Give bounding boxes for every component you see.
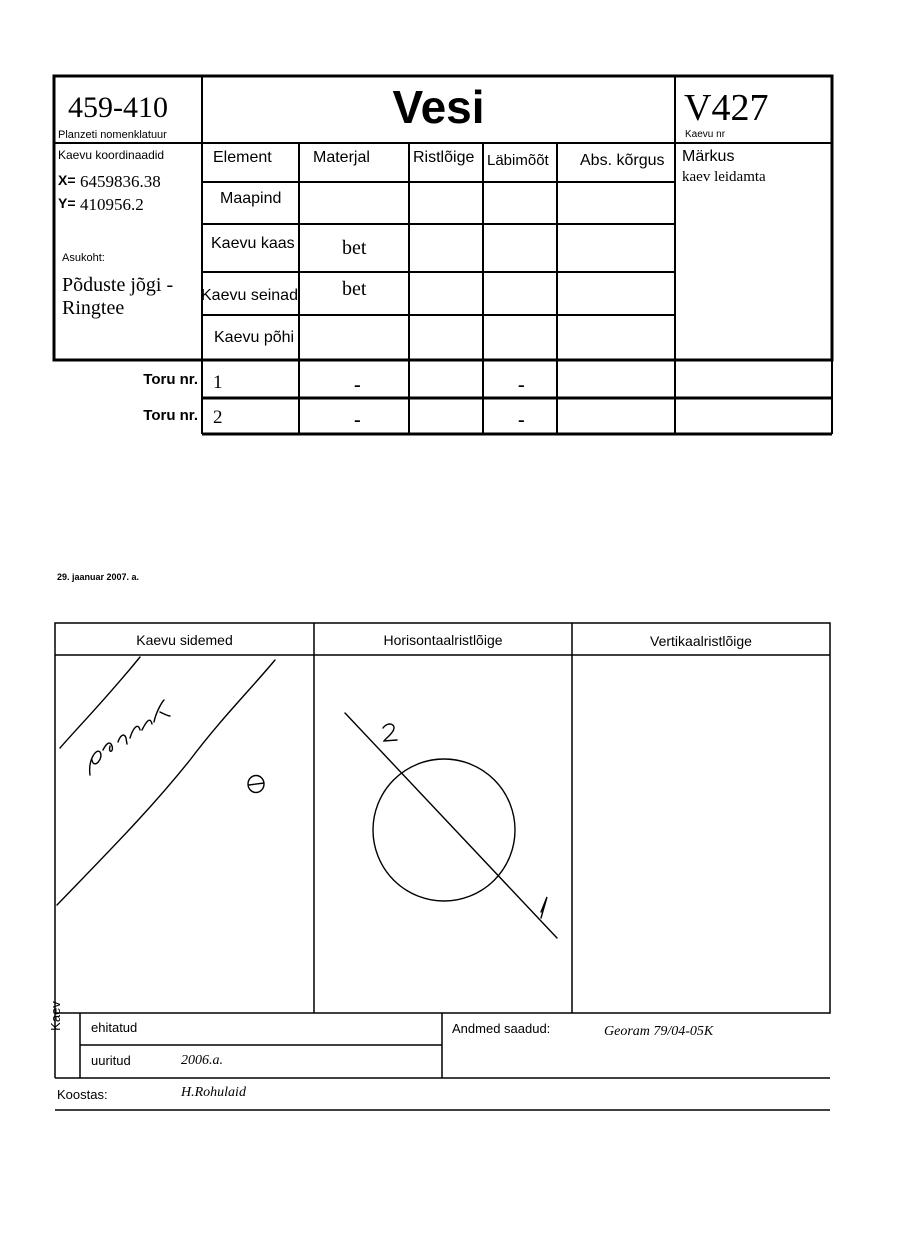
source-value: Georam 79/04-05K [604, 1024, 714, 1039]
row-element-maapind: Maapind [220, 190, 282, 207]
x-label: X= [58, 172, 76, 188]
location-line-2: Ringtee [62, 297, 125, 319]
row-materjal-kaevu-seinad: bet [342, 278, 367, 300]
page-title: Vesi [392, 81, 485, 133]
nomenclature-value: 459-410 [68, 91, 168, 124]
sketch-handwriting-left: põlusk [900, 0, 903, 1]
updated-label: uuritud [91, 1053, 131, 1068]
author-value: H.Rohulaid [181, 1085, 246, 1100]
updated-value: 2006.a. [181, 1053, 223, 1068]
row-element-kaevu-pohi: Kaevu põhi [214, 329, 295, 346]
pipe-1-labimoot: - [518, 374, 525, 396]
section-title-kaevu-sidemed: Kaevu sidemed [136, 632, 233, 648]
section-title-vertikaal: Vertikaalristlõige [650, 633, 752, 649]
y-label: Y= [58, 195, 76, 211]
coords-label: Kaevu koordinaadid [58, 148, 165, 162]
header-element: Element [213, 149, 272, 166]
document-date: 29. jaanuar 2007. a. [57, 572, 140, 582]
header-abs-korgus: Abs. kõrgus [580, 152, 665, 169]
location-line-1: Põduste jõgi - [62, 274, 174, 296]
kaev-label: Kaev [48, 1001, 63, 1031]
pipe-2-number: 2 [213, 407, 223, 428]
header-markus: Märkus [682, 148, 735, 165]
pipe-1-label: Toru nr. [143, 371, 198, 388]
pipe-2-materjal: - [354, 409, 361, 431]
row-element-kaevu-kaas: Kaevu kaas [211, 235, 295, 252]
author-label: Koostas: [57, 1087, 108, 1102]
nomenclature-label: Planzeti nomenklatuur [58, 129, 167, 141]
header-ristloige: Ristlõige [413, 149, 475, 166]
section-title-horisontaal: Horisontaalristlõige [383, 632, 503, 648]
pipe-1-materjal: - [354, 374, 361, 396]
row-materjal-kaevu-kaas: bet [342, 237, 367, 259]
well-number-label: Kaevu nr [685, 129, 726, 140]
y-value: 410956.2 [80, 195, 144, 214]
header-labimoot: Läbimõõt [487, 152, 549, 169]
well-number-value: V427 [684, 87, 769, 129]
pipe-1-number: 1 [213, 372, 223, 393]
x-value: 6459836.38 [80, 172, 161, 191]
source-label: Andmed saadud: [452, 1021, 551, 1036]
row-element-kaevu-seinad: Kaevu seinad [201, 287, 298, 304]
built-label: ehitatud [91, 1020, 138, 1035]
pipe-2-label: Toru nr. [143, 407, 198, 424]
header-materjal: Materjal [313, 149, 370, 166]
note-value: kaev leidamta [682, 169, 766, 185]
location-label: Asukoht: [62, 252, 105, 264]
pipe-2-labimoot: - [518, 409, 525, 431]
